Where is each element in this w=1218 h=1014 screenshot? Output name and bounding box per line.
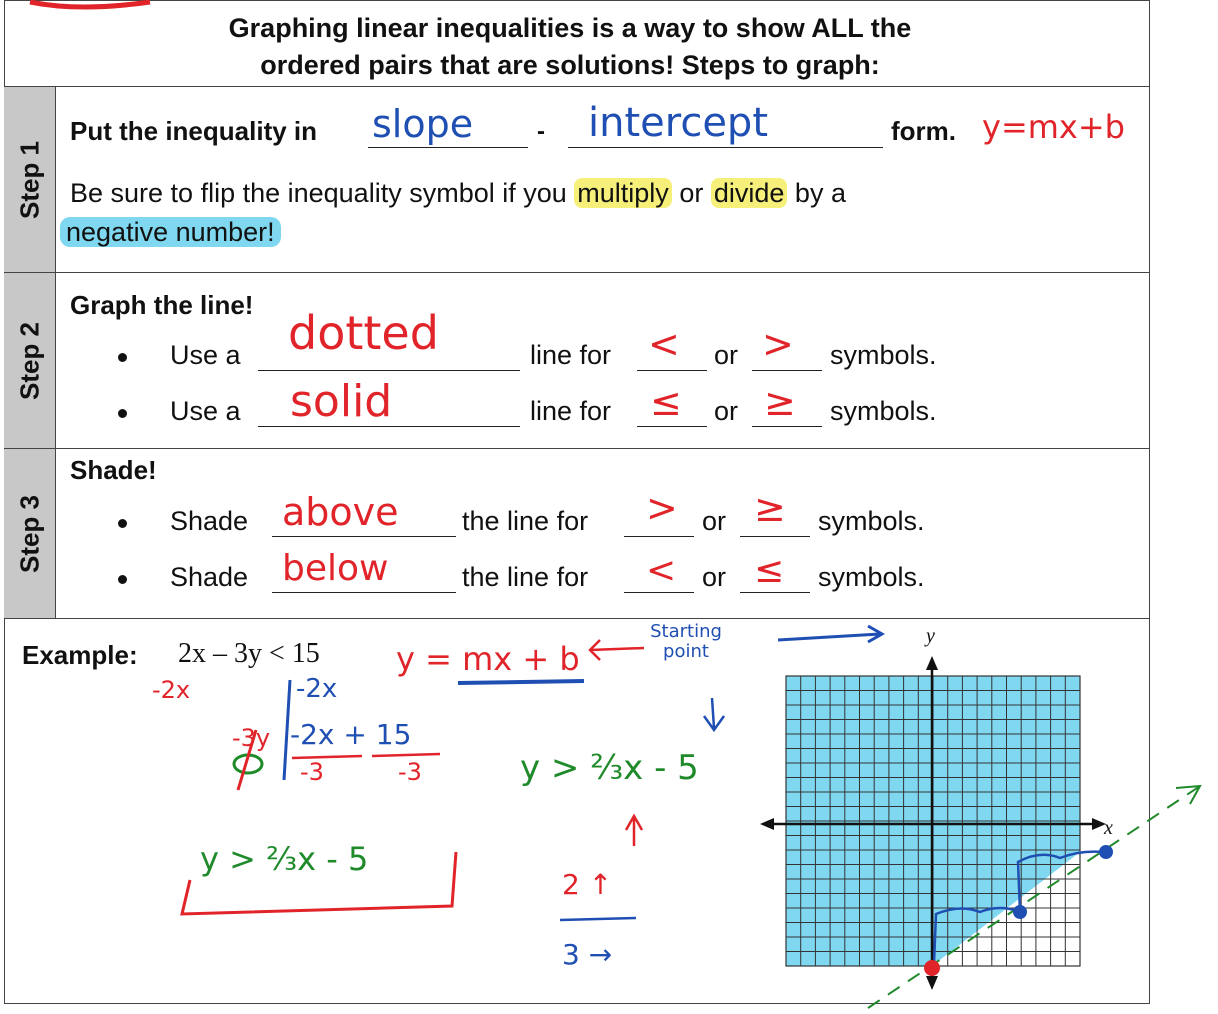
step-3-row-2-prefix: Shade [170,562,249,592]
highlight-multiply: multiply [574,178,672,208]
step-2-row-2-mid: line for [530,396,612,426]
step-2-row-1-or: or [714,340,739,370]
hand-symbol-less: < [646,550,677,591]
step-3-row-2-suffix: symbols. [818,562,925,592]
y-intercept-point [924,960,940,976]
hand-answer-dotted: dotted [288,306,439,360]
coordinate-graph [760,656,1200,1008]
step-2-row-2-or: or [714,396,739,426]
hand-work-subtract-right: -2x [296,674,338,704]
hand-note-form: y=mx+b [982,108,1125,146]
hand-work-numerator: -2x + 15 [290,718,412,751]
hand-symbol-greater: > [762,322,794,366]
title-line-2: ordered pairs that are solutions! Steps to graph: [260,50,880,80]
step-1-dash: - [537,118,545,145]
step-3-row-1-or: or [702,506,727,536]
work-divider-stroke [284,680,290,780]
step-1-sentence-start: Put the inequality in [70,116,318,146]
hand-answer-below: below [282,548,389,589]
hand-result: y > ⅔x - 5 [520,748,699,788]
step-1-note: Be sure to flip the inequality symbol if you multiply or divide by a [70,178,846,208]
hand-work-denominator-1: -3 [300,758,324,786]
underline [458,681,584,683]
step-2-row-1-prefix: Use a [170,340,241,370]
highlight-divide: divide [711,178,788,208]
x-axis-label: x [1104,817,1113,839]
arrow-icon [704,698,724,730]
step-3-heading: Shade! [70,455,157,485]
hand-work-subtract-left: -2x [152,676,191,704]
step-1-sentence-end: form. [891,116,956,146]
example-label: Example: [22,640,138,670]
hand-answer-intercept: intercept [588,100,768,146]
title-line-1: Graphing linear inequalities is a way to show ALL the [228,13,912,43]
hand-rise: 2 ↑ [562,868,613,901]
example-inequality: 2x – 3y < 15 [178,638,320,669]
hand-starting-point-note: Starting point [650,621,722,662]
hand-symbol-less-equal: ≤ [650,380,682,424]
step-1-label: Step 1 [4,87,56,272]
step-3-row-1-suffix: symbols. [818,506,925,536]
arrow-icon [590,640,644,660]
hand-symbol-less-equal: ≤ [754,550,785,591]
step-3-row-2-or: or [702,562,727,592]
hand-run: 3 → [562,938,613,971]
hand-work-lhs: -3y [232,724,271,752]
step-2-row-2-prefix: Use a [170,396,241,426]
hand-answer-above: above [282,490,399,534]
step-3-row-1-mid: the line for [462,506,589,536]
step-2-row-1-mid: line for [530,340,612,370]
hand-answer-slope: slope [372,102,474,146]
step-3-row-2-mid: the line for [462,562,589,592]
hand-symbol-greater: > [646,486,678,530]
cancel-mark [238,730,256,790]
fraction-bar [292,756,362,758]
hand-symbol-greater-equal: ≥ [764,380,796,424]
hand-work-final: y > ⅔x - 5 [200,840,369,878]
top-scribble [30,2,150,7]
step-2-row-1-suffix: symbols. [830,340,937,370]
step-2-label: Step 2 [4,273,56,448]
step-3-row-1-prefix: Shade [170,506,249,536]
hand-work-denominator-2: -3 [398,758,422,786]
step-2-row-2-suffix: symbols. [830,396,937,426]
fraction-bar [372,754,440,756]
arrow-icon [778,626,882,642]
highlight-negative-number: negative number! [60,217,281,247]
hand-form-label: y = mx + b [396,640,580,678]
step-3-label: Step 3 [4,449,56,618]
slope-point [1099,845,1113,859]
arrow-icon [626,816,642,846]
hand-symbol-less: < [648,322,680,366]
y-axis-label: y [926,625,935,647]
hand-answer-solid: solid [290,376,393,427]
slope-point [1013,905,1027,919]
fraction-bar [560,918,636,920]
hand-symbol-greater-equal: ≥ [754,486,786,530]
answer-bracket [182,852,456,914]
step-2-heading: Graph the line! [70,290,254,320]
